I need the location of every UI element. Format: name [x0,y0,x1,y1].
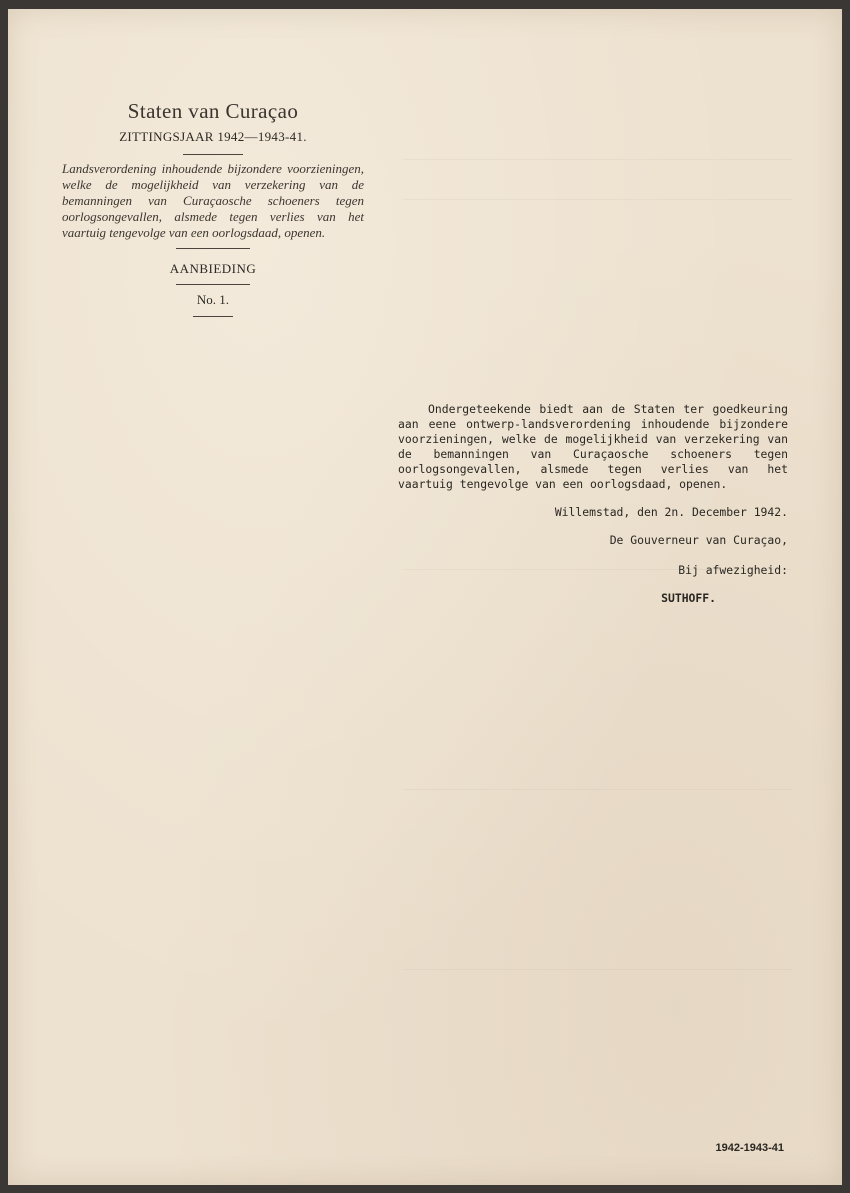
ordinance-description: Landsverordening inhoudende bijzondere voorzieningen, welke de mogelijkheid van verzekering van de bemanningen van Curaçaosche schoeners tegen oorlogsongevallen, alsmede tegen verlies van het vaartuig tengevolge van een oorlogsdaad, openen. [62,161,364,240]
bleed-through-line [403,159,793,160]
divider [193,316,233,317]
bleed-through-line [403,199,793,200]
bleed-through-line [403,789,793,790]
absence-line: Bij afwezigheid: [678,563,788,577]
document-number: No. 1. [196,292,230,307]
offer-heading: AANBIEDING [169,261,257,276]
signer-name: SUTHOFF. [661,591,716,605]
session-year: ZITTINGSJAAR 1942—1943-41. [119,129,307,144]
offer-letter [398,402,788,617]
divider [176,248,250,249]
document-title: Staten van Curaçao [127,99,299,123]
document-page [8,9,842,1185]
place-and-date: Willemstad, den 2n. December 1942. [554,505,788,519]
divider [183,154,243,155]
document-header [62,99,364,317]
bleed-through-line [403,969,793,970]
footer-document-code: 1942-1943-41 [715,1142,784,1154]
governor-line: De Gouverneur van Curaçao, [609,533,788,547]
divider [176,284,250,285]
letter-body: Ondergeteekende biedt aan de Staten ter goedkeuring aan eene ontwerp-landsverordening inhoudende bijzondere voorzieningen, welke de mogelijkheid van verzekering van de bemanningen van Curaçaosche schoeners tegen oorlogsongevallen, alsmede tegen verlies van het vaartuig tengevolge van een oorlogsdaad, openen. [398,402,788,491]
